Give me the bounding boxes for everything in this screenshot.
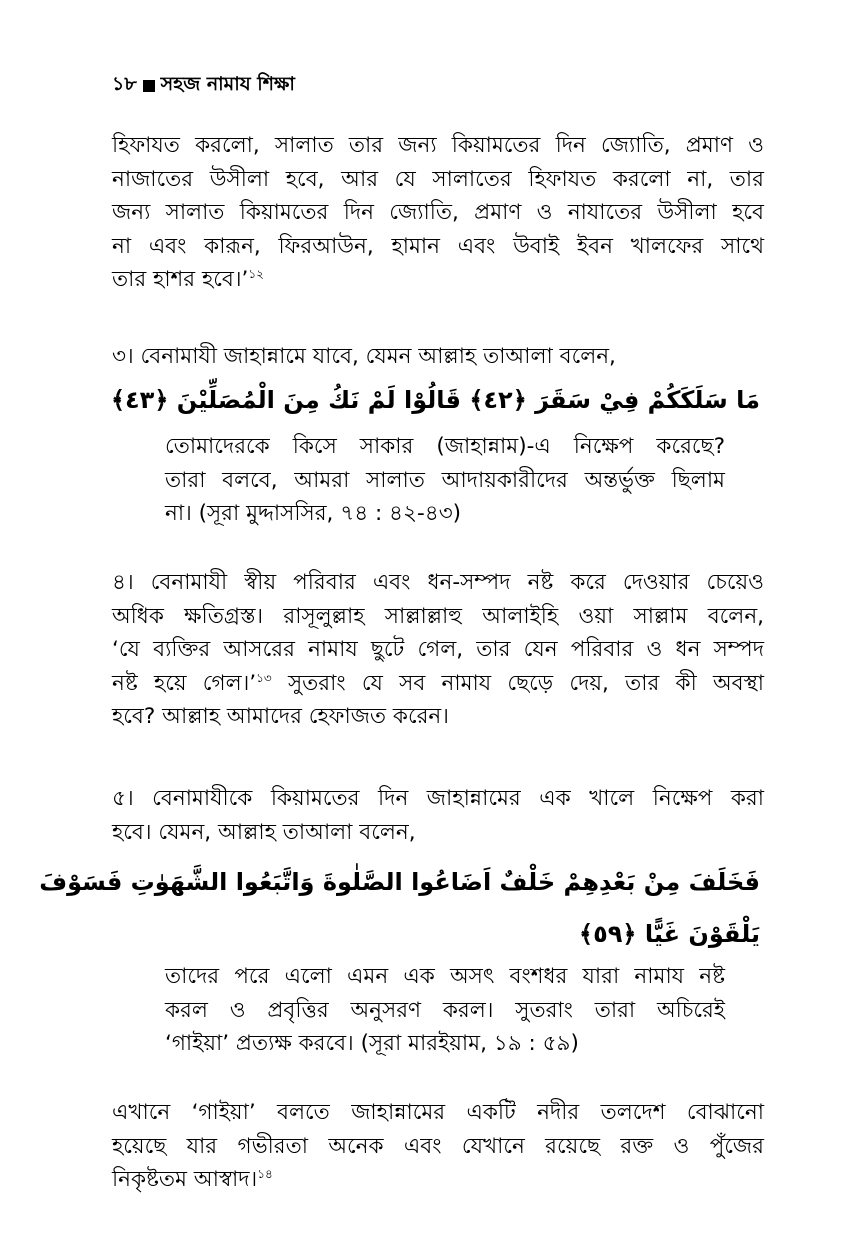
text-fragment: নষ্ট হয়ে গেল।’ [112,670,257,696]
text-line: হয়েছে যার গভীরতা অনেক এবং যেখানে রয়েছে রক্ত ও পুঁজের [112,1133,764,1159]
page-number: ১৮ [112,73,137,95]
book-title: সহজ নামায শিক্ষা [160,73,295,95]
text-line: ৩। বেনামাযী জাহান্নামে যাবে, যেমন আল্লাহ তাআলা বলেন, [112,344,616,369]
text-line: ৪। বেনামাযী স্বীয় পরিবার এবং ধন-সম্পদ নষ্ট করে দেওয়ার চেয়েও [112,570,764,595]
point-3-intro [112,340,764,374]
header-separator-square [143,80,155,92]
point-5-translation [165,960,725,1061]
text-line: তোমাদেরকে কিসে সাকার (জাহান্নাম)-এ নিক্ষেপ করেছে? [165,434,725,459]
text-line [112,263,764,297]
text-line: হবে। যেমন, আল্লাহ তাআলা বলেন, [112,819,416,845]
text-line: ৫। বেনামাযীকে কিয়ামতের দিন জাহান্নামের এক খালে নিক্ষেপ করা [112,786,764,811]
text-line: হিফাযত করলো, সালাত তার জন্য কিয়ামতের দিন জ্যোতি, প্রমাণ ও [112,133,764,158]
text-line: হবে? আল্লাহ আমাদের হেফাজত করেন। [112,704,449,729]
arabic-verse-maryam-line-2: يَلْقَوْنَ غَيًّا ﴿٥٩﴾ [579,920,760,948]
text-line: করল ও প্রবৃত্তির অনুসরণ করল। সুতরাং তারা অচিরেই [165,997,725,1023]
page-header [112,70,295,102]
text-line: ‘গাইয়া’ প্রত্যক্ষ করবে। (সূরা মারইয়াম, ১৯ : ৫৯) [165,1031,579,1056]
footnote-marker: ১৩ [256,670,272,685]
text-fragment: নিকৃষ্টতম আস্বাদ। [112,1167,258,1192]
closing-paragraph [112,1096,764,1197]
arabic-verse-maryam-line-1: فَخَلَفَ مِنْ بَعْدِهِمْ خَلْفٌ اَضَاعُوا الصَّلٰوةَ وَاتَّبَعُوا الشَّهَوٰتِ فَسَوْفَ [39,868,760,896]
text-line: না। (সূরা মুদ্দাসসির, ৭৪ : ৪২-৪৩) [165,501,462,526]
text-line: ‘যে ব্যক্তির আসরের নামায ছুটে গেল, তার যেন পরিবার ও ধন সম্পদ [112,637,764,662]
footnote-marker: ১২ [248,266,264,281]
point-3-translation [165,430,725,531]
text-fragment: সুতরাং যে সব নামায ছেড়ে দেয়, তার কী অবস্থা [271,670,764,696]
continuation-paragraph [112,129,764,297]
point-5-intro [112,782,764,849]
text-line [112,1163,764,1197]
text-line: তাদের পরে এলো এমন এক অসৎ বংশধর যারা নামায নষ্ট [165,964,725,989]
text-line: অধিক ক্ষতিগ্রস্ত। রাসূলুল্লাহ সাল্লাল্লাহু আলাইহি ওয়া সাল্লাম বলেন, [112,603,764,629]
text-line: তারা বলবে, আমরা সালাত আদায়কারীদের অন্তর্ভুক্ত ছিলাম [165,467,725,493]
text-line [112,667,764,701]
point-4-paragraph [112,566,764,734]
footnote-marker: ১৪ [257,1166,273,1181]
arabic-verse-muddaththir: مَا سَلَكَكُمْ فِيْ سَقَرَ ﴿٤٢﴾ قَالُوْا لَمْ نَكُ مِنَ الْمُصَلِّيْنَ ﴿٤٣﴾ [110,386,760,414]
text-line: না এবং কারূন, ফিরআউন, হামান এবং উবাই ইবন খালফের সাথে [112,233,764,259]
text-line: এখানে ‘গাইয়া’ বলতে জাহান্নামের একটি নদীর তলদেশ বোঝানো [112,1100,764,1125]
text-fragment: তার হাশর হবে।’ [112,267,249,292]
text-line: নাজাতের উসীলা হবে, আর যে সালাতের হিফাযত করলো না, তার [112,166,764,192]
text-line: জন্য সালাত কিয়ামতের দিন জ্যোতি, প্রমাণ ও নাযাতের উসীলা হবে [112,200,764,225]
